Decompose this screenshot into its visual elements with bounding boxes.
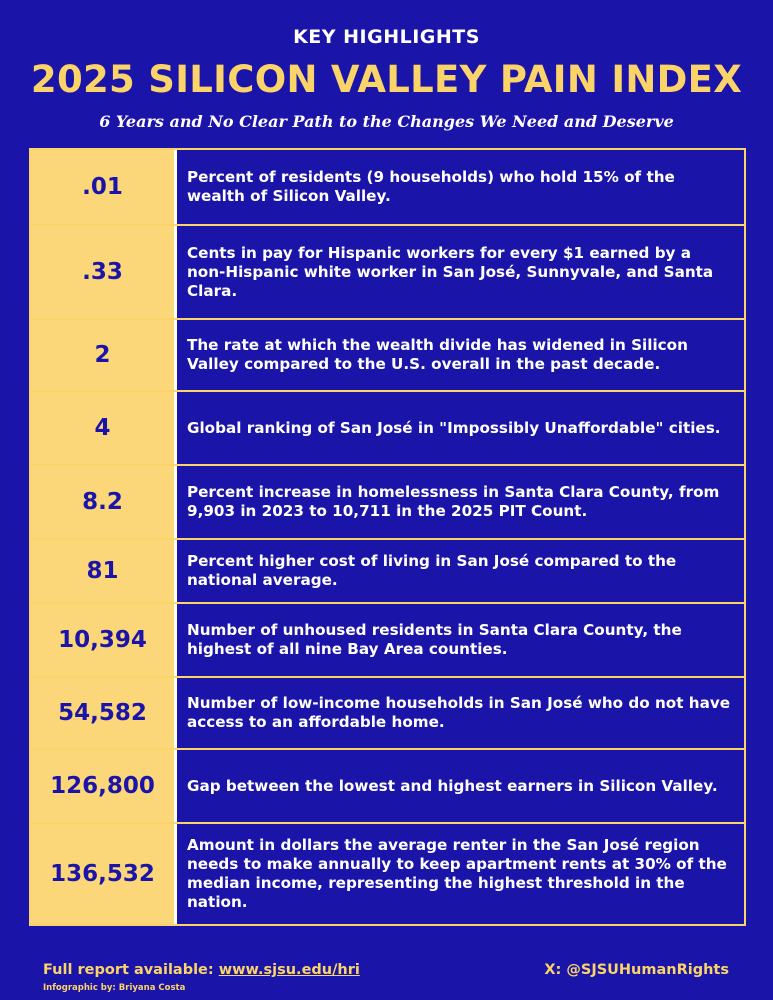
table-row <box>29 602 746 678</box>
table-row <box>29 390 746 466</box>
stat-description: Percent of residents (9 households) who hold 15% of the wealth of Silicon Valley. <box>177 150 744 224</box>
stat-description: Percent higher cost of living in San José compared to the national average. <box>177 540 744 602</box>
infographic-credit: Infographic by: Briyana Costa <box>43 983 186 993</box>
stat-value: .01 <box>31 150 177 224</box>
kicker: KEY HIGHLIGHTS <box>293 26 480 48</box>
table-row <box>29 224 746 320</box>
stat-description: Percent increase in homelessness in Santa Clara County, from 9,903 in 2023 to 10,711 in the 2025 PIT Count. <box>177 466 744 538</box>
highlights-table <box>29 148 746 926</box>
stat-value: 126,800 <box>31 750 177 822</box>
stat-value: .33 <box>31 226 177 318</box>
report-label: Full report available: <box>43 962 219 978</box>
table-row <box>29 676 746 750</box>
table-row <box>29 318 746 392</box>
subtitle: 6 Years and No Clear Path to the Changes We Need and Deserve <box>99 112 674 131</box>
stat-description: Amount in dollars the average renter in the San José region needs to make annually to keep apartment rents at 30% of the median income, representing the highest threshold in the nation. <box>177 824 744 924</box>
stat-value: 10,394 <box>31 604 177 676</box>
stat-value: 54,582 <box>31 678 177 748</box>
table-row <box>29 822 746 926</box>
table-row <box>29 464 746 540</box>
stat-description: The rate at which the wealth divide has widened in Silicon Valley compared to the U.S. overall in the past decade. <box>177 320 744 390</box>
table-row <box>29 148 746 226</box>
stat-value: 4 <box>31 392 177 464</box>
stat-description: Number of low-income households in San José who do not have access to an affordable home. <box>177 678 744 748</box>
social-handle[interactable]: X: @SJSUHumanRights <box>544 962 729 978</box>
page-title: 2025 SILICON VALLEY PAIN INDEX <box>30 58 743 101</box>
stat-description: Cents in pay for Hispanic workers for every $1 earned by a non-Hispanic white worker in San José, Sunnyvale, and Santa Clara. <box>177 226 744 318</box>
stat-value: 8.2 <box>31 466 177 538</box>
stat-value: 81 <box>31 540 177 602</box>
report-link-line <box>43 962 360 978</box>
table-row <box>29 538 746 604</box>
stat-description: Number of unhoused residents in Santa Clara County, the highest of all nine Bay Area counties. <box>177 604 744 676</box>
table-row <box>29 748 746 824</box>
stat-description: Global ranking of San José in "Impossibly Unaffordable" cities. <box>177 392 744 464</box>
stat-value: 2 <box>31 320 177 390</box>
stat-description: Gap between the lowest and highest earners in Silicon Valley. <box>177 750 744 822</box>
stat-value: 136,532 <box>31 824 177 924</box>
report-url-link[interactable]: www.sjsu.edu/hri <box>218 962 360 978</box>
